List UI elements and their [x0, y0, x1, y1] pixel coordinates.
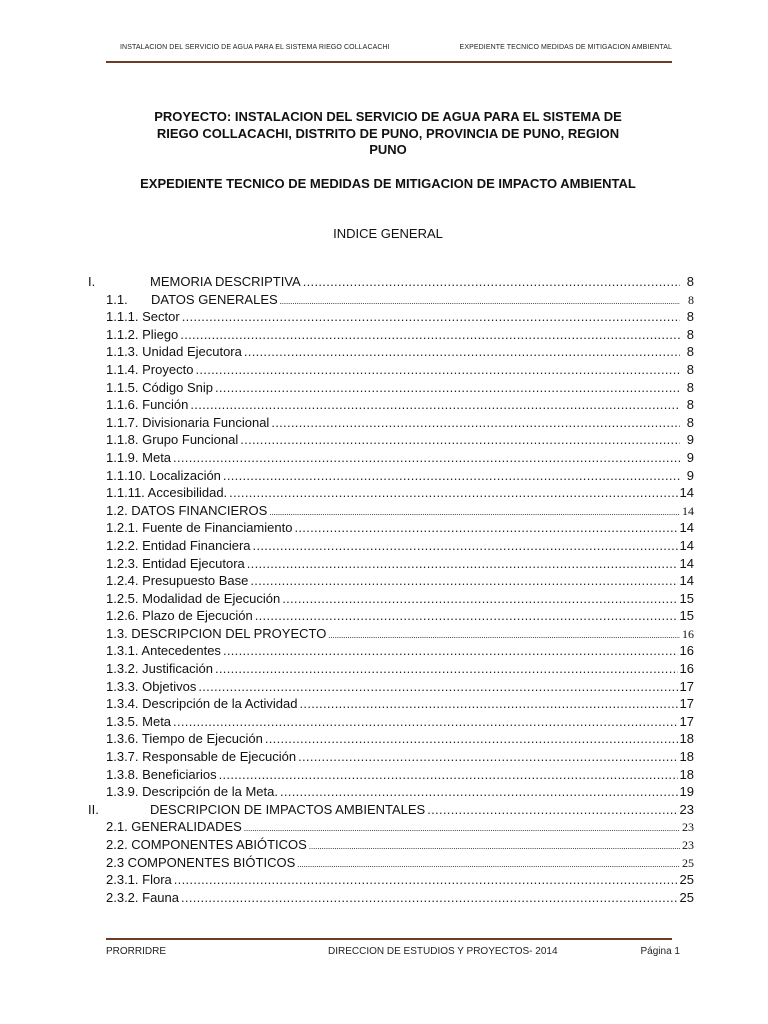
toc-entry[interactable] — [88, 642, 694, 660]
toc-entry-page: 8 — [688, 292, 694, 307]
toc-entry[interactable] — [88, 308, 694, 326]
footer-left-text: PRORRIDRE — [106, 946, 167, 957]
toc-entry[interactable] — [88, 449, 694, 467]
footer-divider — [106, 938, 672, 940]
toc-dot-leader — [182, 308, 680, 326]
toc-entry-page: 23 — [679, 801, 694, 817]
toc-entry-title: 2.3.2. Fauna — [106, 889, 179, 905]
toc-entry-page: 25 — [679, 872, 694, 888]
toc-entry[interactable] — [88, 783, 694, 801]
toc-dot-leader — [223, 467, 680, 485]
toc-entry[interactable] — [88, 871, 694, 889]
toc-dot-leader — [195, 361, 680, 379]
toc-entry-title: 1.2.6. Plazo de Ejecución — [106, 608, 253, 624]
toc-entry[interactable] — [88, 766, 694, 784]
toc-entry-page: 9 — [686, 449, 694, 465]
toc-entry-title: 2.1. GENERALIDADES — [106, 819, 242, 835]
toc-dot-leader — [173, 713, 677, 731]
toc-dot-leader — [215, 379, 680, 397]
toc-dot-leader — [271, 414, 680, 432]
header-right-text: EXPEDIENTE TECNICO MEDIDAS DE MITIGACION AMBIENTAL — [459, 44, 672, 51]
toc-entry-page: 15 — [679, 590, 694, 606]
toc-entry-number: I. — [88, 274, 96, 289]
toc-entry[interactable] — [88, 361, 694, 379]
toc-dot-leader — [173, 449, 680, 467]
toc-dot-leader — [294, 519, 677, 537]
toc-entry-title: DATOS GENERALES — [151, 291, 278, 307]
toc-entry-title: 1.2. DATOS FINANCIEROS — [106, 502, 268, 518]
toc-entry-title: 1.1.5. Código Snip — [106, 379, 213, 395]
page-number: Página 1 — [640, 946, 680, 957]
toc-entry-page: 17 — [679, 696, 694, 712]
toc-dot-leader — [303, 273, 680, 291]
toc-entry-title: 1.2.1. Fuente de Financiamiento — [106, 520, 293, 536]
toc-entry[interactable] — [88, 379, 694, 397]
toc-entry-title: 1.3.7. Responsable de Ejecución — [106, 749, 297, 765]
toc-entry-page: 25 — [682, 855, 694, 870]
toc-entry[interactable] — [88, 467, 694, 485]
toc-entry-page: 16 — [679, 661, 694, 677]
toc-entry[interactable] — [88, 273, 694, 291]
toc-entry-page: 14 — [679, 520, 694, 536]
toc-entry[interactable] — [88, 748, 694, 766]
toc-dot-leader — [253, 537, 678, 555]
toc-entry-title: 1.3.2. Justificación — [106, 661, 213, 677]
toc-entry[interactable] — [88, 572, 694, 590]
toc-entry[interactable] — [88, 555, 694, 573]
toc-dot-leader — [282, 590, 677, 608]
toc-entry-page: 8 — [686, 379, 694, 395]
toc-entry-page: 9 — [686, 432, 694, 448]
toc-entry-page: 25 — [679, 889, 694, 905]
toc-entry-title: 1.1.6. Función — [106, 397, 189, 413]
toc-dot-leader — [280, 783, 678, 801]
toc-entry-page: 23 — [682, 838, 694, 852]
toc-entry-title: 1.1.8. Grupo Funcional — [106, 432, 239, 448]
toc-entry-title: 1.3. DESCRIPCION DEL PROYECTO — [106, 625, 327, 641]
toc-entry[interactable] — [88, 678, 694, 696]
toc-entry[interactable] — [88, 695, 694, 713]
toc-entry-number: 1.1. — [106, 291, 128, 307]
toc-entry-title: 2.3 COMPONENTES BIÓTICOS — [106, 854, 296, 870]
toc-entry[interactable] — [88, 326, 694, 344]
toc-entry-title: DESCRIPCION DE IMPACTOS AMBIENTALES — [150, 801, 426, 817]
toc-entry-title: 1.3.6. Tiempo de Ejecución — [106, 731, 263, 747]
toc-dot-leader — [181, 889, 678, 907]
toc-entry[interactable] — [88, 854, 694, 872]
toc-entry-title: 1.1.11. Accesibilidad. — [106, 485, 228, 501]
toc-entry[interactable] — [88, 343, 694, 361]
toc-dot-leader — [244, 343, 680, 361]
toc-entry[interactable] — [88, 730, 694, 748]
toc-entry-page: 14 — [682, 503, 694, 518]
toc-entry-title: MEMORIA DESCRIPTIVA — [150, 274, 301, 289]
toc-entry-title: 1.3.3. Objetivos — [106, 678, 197, 694]
header-left-text: INSTALACION DEL SERVICIO DE AGUA PARA EL SISTEMA RIEGO COLLACACHI — [120, 44, 390, 51]
toc-entry[interactable] — [88, 607, 694, 625]
toc-entry[interactable] — [88, 396, 694, 414]
toc-entry-title: 1.1.9. Meta — [106, 449, 172, 465]
toc-entry-title: 1.1.7. Divisionaria Funcional — [106, 414, 270, 430]
toc-entry-title: 1.2.4. Presupuesto Base — [106, 573, 249, 589]
project-title-line: PROYECTO: INSTALACION DEL SERVICIO DE AGUA PARA EL SISTEMA DE — [154, 109, 622, 124]
index-heading: INDICE GENERAL — [333, 226, 443, 241]
toc-entry-page: 14 — [679, 555, 694, 571]
project-title-line: PUNO — [369, 142, 407, 157]
toc-entry[interactable] — [88, 713, 694, 731]
toc-entry-page: 16 — [682, 626, 694, 641]
toc-entry[interactable] — [88, 889, 694, 907]
toc-entry-page: 16 — [679, 643, 694, 659]
toc-entry[interactable] — [88, 502, 694, 520]
toc-entry-page: 14 — [679, 573, 694, 589]
project-title-line: RIEGO COLLACACHI, DISTRITO DE PUNO, PROVINCIA DE PUNO, REGION — [156, 125, 620, 141]
toc-dot-leader — [180, 326, 680, 344]
toc-entry-page: 18 — [679, 749, 694, 765]
toc-entry-title: 1.3.8. Beneficiarios — [106, 766, 217, 782]
toc-entry-page: 18 — [679, 731, 694, 747]
toc-entry-title: 1.1.10. Localización — [106, 467, 221, 483]
toc-entry-number: II. — [88, 801, 99, 817]
toc-dot-leader — [247, 555, 678, 573]
toc-entry-page: 14 — [679, 537, 694, 553]
toc-entry[interactable] — [88, 625, 694, 643]
toc-entry[interactable] — [88, 291, 694, 309]
toc-entry-page: 14 — [679, 485, 694, 501]
toc-entry-page: 8 — [686, 414, 694, 430]
toc-entry-title: 1.2.3. Entidad Ejecutora — [106, 555, 245, 571]
toc-entry[interactable] — [88, 801, 694, 819]
toc-entry[interactable] — [88, 590, 694, 608]
toc-dot-leader — [229, 484, 677, 502]
toc-dot-leader — [223, 642, 678, 660]
toc-entry[interactable] — [88, 484, 694, 502]
toc-entry-page: 8 — [686, 309, 694, 325]
toc-entry-title: 1.3.5. Meta — [106, 713, 172, 729]
toc-entry-page: 8 — [686, 361, 694, 377]
toc-dot-leader — [174, 871, 678, 889]
toc-entry-page: 17 — [679, 713, 694, 729]
toc-entry-title: 1.1.4. Proyecto — [106, 361, 194, 377]
toc-entry-title: 2.3.1. Flora — [106, 872, 172, 888]
toc-entry-page: 8 — [686, 344, 694, 360]
toc-entry-page: 23 — [682, 820, 694, 835]
toc-dot-leader — [240, 431, 680, 449]
toc-dot-leader — [255, 607, 678, 625]
toc-dot-leader — [300, 695, 678, 713]
toc-dot-leader — [190, 396, 680, 414]
toc-dot-leader — [219, 766, 678, 784]
toc-entry[interactable] — [88, 414, 694, 432]
toc-entry-title: 1.3.1. Antecedentes — [106, 643, 221, 659]
toc-dot-leader — [265, 730, 678, 748]
table-of-contents — [88, 273, 694, 906]
project-title — [118, 109, 658, 159]
toc-entry-page: 15 — [679, 608, 694, 624]
toc-entry-page: 19 — [679, 784, 694, 800]
toc-entry-title: 1.1.2. Pliego — [106, 326, 179, 342]
footer-center-text: DIRECCION DE ESTUDIOS Y PROYECTOS- 2014 — [328, 946, 558, 957]
toc-entry[interactable] — [88, 818, 694, 836]
toc-entry[interactable] — [88, 537, 694, 555]
toc-entry[interactable] — [88, 836, 694, 854]
toc-entry-page: 8 — [686, 397, 694, 413]
toc-dot-leader — [250, 572, 677, 590]
toc-entry-title: 1.2.5. Modalidad de Ejecución — [106, 590, 281, 606]
document-subtitle: EXPEDIENTE TECNICO DE MEDIDAS DE MITIGACION DE IMPACTO AMBIENTAL — [140, 176, 636, 191]
toc-entry[interactable] — [88, 519, 694, 537]
toc-entry-title: 1.1.1. Sector — [106, 309, 180, 325]
toc-entry-page: 8 — [686, 326, 694, 342]
toc-entry-title: 1.1.3. Unidad Ejecutora — [106, 344, 242, 360]
toc-dot-leader — [427, 801, 677, 819]
toc-dot-leader — [298, 748, 677, 766]
toc-entry-title: 1.3.4. Descripción de la Actividad — [106, 696, 298, 712]
toc-entry-page: 18 — [679, 766, 694, 782]
header-divider — [106, 61, 672, 63]
toc-entry-title: 2.2. COMPONENTES ABIÓTICOS — [106, 837, 307, 852]
toc-dot-leader — [198, 678, 677, 696]
toc-entry-title: 1.3.9. Descripción de la Meta. — [106, 784, 278, 800]
toc-entry-page: 17 — [679, 678, 694, 694]
toc-entry-page: 9 — [686, 467, 694, 483]
toc-dot-leader — [215, 660, 678, 678]
toc-entry[interactable] — [88, 431, 694, 449]
toc-entry-page: 8 — [686, 274, 694, 289]
toc-entry[interactable] — [88, 660, 694, 678]
toc-entry-title: 1.2.2. Entidad Financiera — [106, 537, 251, 553]
